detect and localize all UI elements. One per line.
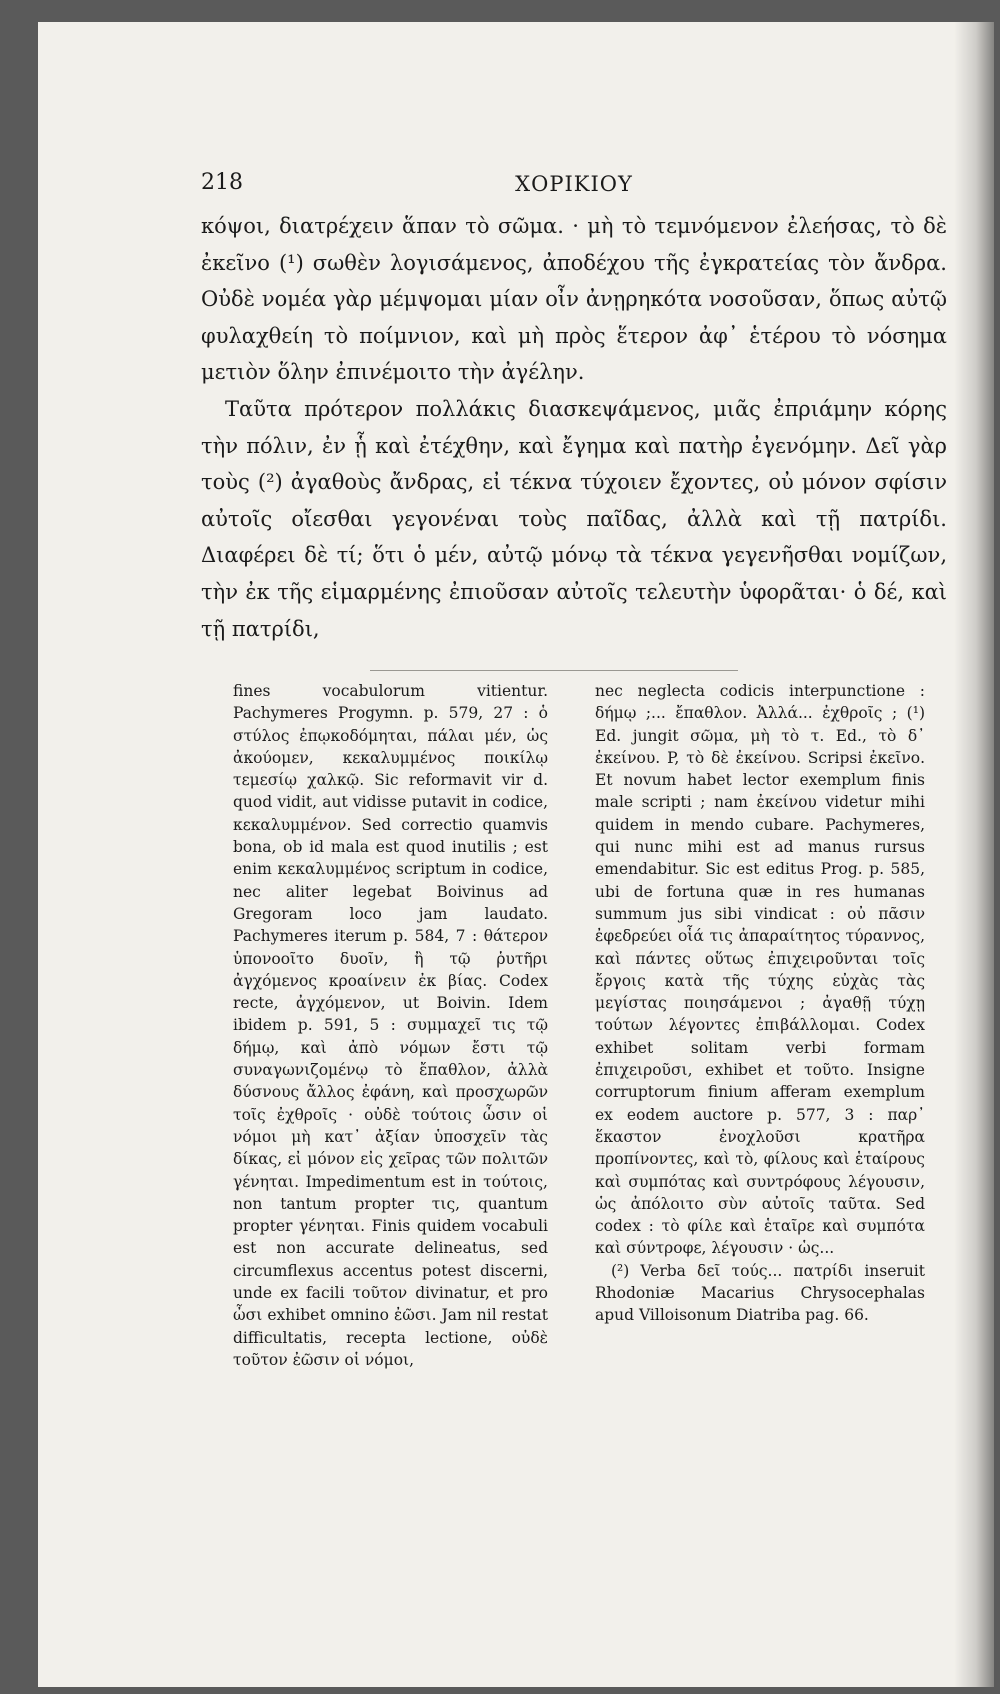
footnotes-right-column xyxy=(595,680,925,1327)
main-text-block xyxy=(201,208,947,647)
footnote-right-text-2: (²) Verba δεῖ τούς... πατρίδι inseruit Rhodoniæ Macarius Chrysocephalas apud Villoisonum Diatriba pag. 66. xyxy=(595,1261,925,1325)
page-number: 218 xyxy=(201,170,243,195)
footnotes-left-column xyxy=(233,680,548,1371)
footnote-right-text-1: nec neglecta codicis interpunctione : δήμῳ ;... ἔπαθλον. Ἀλλά... ἐχθροῖς ; (¹) Ed. jungit σῶμα, μὴ τὸ τ. Ed., τὸ δ᾽ ἐκείνου. P, τὸ δὲ ἐκείνου. Scripsi ἐκεῖνο. Et novum habet lector exemplum finis male scripti ; nam ἐκείνου videtur mihi quidem in mendo cubare. Pachymeres, qui nunc mihi est ad manus rursus emendabitur. Sic est editus Prog. p. 585, ubi de fortuna quæ in res humanas summum jus sibi vindicat : οὐ πᾶσιν ἐφεδρεύει οἷά τις ἀπαραίτητος τύραννος, καὶ πάντες οὕτως ἐπιχειροῦνται τοῖς ἔργοις κατὰ τῆς τύχης εὐχὰς τὰς μεγίστας ποιησάμενοι ; ἀγαθῇ τύχῃ τούτων λέγοντες ἐπιβάλλομαι. Codex exhibet solitam verbi formam ἐπιχειροῦσι, exhibet et τοῦτο. Insigne corruptorum finium afferam exemplum ex eodem auctore p. 577, 3 : παρ᾽ ἕκαστον ἐνοχλοῦσι κρατῆρα προπίνοντες, καὶ τὸ, φίλους καὶ ἑταίρους καὶ συμπότας καὶ συντρόφους λέγουσιν, ὡς ἀπόλοιτο σὺν αὐτοῖς ταῦτα. Sed codex : τὸ φίλε καὶ ἑταῖρε καὶ συμπότα καὶ σύντροφε, λέγουσιν · ὡς... xyxy=(595,682,925,1258)
footnote-divider xyxy=(370,670,738,671)
page-header xyxy=(201,170,947,204)
running-title: ΧΟΡΙΚΙΟΥ xyxy=(515,172,633,196)
footnote-left-text: fines vocabulorum vitientur. Pachymeres Progymn. p. 579, 27 : ὁ στύλος ἐπῳκοδόμηται, πάλαι μέν, ὡς ἀκούομεν, κεκαλυμμένος ποικίλῳ τεμεσίῳ χαλκῷ. Sic reformavit vir d. quod vidit, aut vidisse putavit in codice, κεκαλυμμένον. Sed correctio quamvis bona, ob id mala est quod inutilis ; est enim κεκαλυμμένος scriptum in codice, nec aliter legebat Boivinus ad Gregoram loco jam laudato. Pachymeres iterum p. 584, 7 : θάτερον ὑπονοοῖτο δυοῖν, ἢ τῷ ῥυτῆρι ἀγχόμενος κροαίνειν ἐκ βίας. Codex recte, ἀγχόμενον, ut Boivin. Idem ibidem p. 591, 5 : συμμαχεῖ τις τῷ δήμῳ, καὶ ἀπὸ νόμων ἔστι τῷ συναγωνιζομένῳ τὸ ἔπαθλον, ἀλλὰ δύσνους ἄλλος ἐφάνη, καὶ προσχωρῶν τοῖς ἐχθροῖς · οὐδὲ τούτοις ὦσιν οἱ νόμοι μὴ κατ᾽ ἀξίαν ὑποσχεῖν τὰς δίκας, εἰ μόνον εἰς χεῖρας τῶν πολιτῶν γένηται. Impedimentum est in τούτοις, non tantum propter τις, quantum propter γένηται. Finis quidem vocabuli est non accurate delineatus, sed circumflexus accentus potest discerni, unde ex facili τοῦτον divinatur, et pro ὦσι exhibet omnino ἐῶσι. Jam nil restat difficultatis, recepta lectione, οὐδὲ τοῦτον ἐῶσιν οἱ νόμοι, xyxy=(233,682,548,1369)
main-paragraph-2: Ταῦτα πρότερον πολλάκις διασκεψάμενος, μιᾶς ἐπριάμην κόρης τὴν πόλιν, ἐν ᾗ καὶ ἐτέχθην, καὶ ἔγημα καὶ πατὴρ ἐγενόμην. Δεῖ γὰρ τοὺς (²) ἀγαθοὺς ἄνδρας, εἰ τέκνα τύχοιεν ἔχοντες, οὐ μόνον σφίσιν αὐτοῖς οἴεσθαι γεγονέναι τοὺς παῖδας, ἀλλὰ καὶ τῇ πατρίδι. Διαφέρει δὲ τί; ὅτι ὁ μέν, αὐτῷ μόνῳ τὰ τέκνα γεγενῆσθαι νομίζων, τὴν ἐκ τῆς εἱμαρμένης ἐπιοῦσαν αὐτοῖς τελευτὴν ὑφορᾶται· ὁ δέ, καὶ τῇ πατρίδι, xyxy=(201,396,947,641)
page-gutter-shadow xyxy=(954,22,994,1687)
main-paragraph-1: κόψοι, διατρέχειν ἅπαν τὸ σῶμα. · μὴ τὸ τεμνόμενον ἐλεήσας, τὸ δὲ ἐκεῖνο (¹) σωθὲν λογισάμενος, ἀποδέχου τῆς ἐγκρατείας τὸν ἄνδρα. Οὐδὲ νομέα γὰρ μέμψομαι μίαν οἶν ἀνῃρηκότα νοσοῦσαν, ὅπως αὐτῷ φυλαχθείη τὸ ποίμνιον, καὶ μὴ πρὸς ἕτερον ἀφ᾽ ἑτέρου τὸ νόσημα μετιὸν ὅλην ἐπινέμοιτο τὴν ἀγέλην. xyxy=(201,214,947,385)
